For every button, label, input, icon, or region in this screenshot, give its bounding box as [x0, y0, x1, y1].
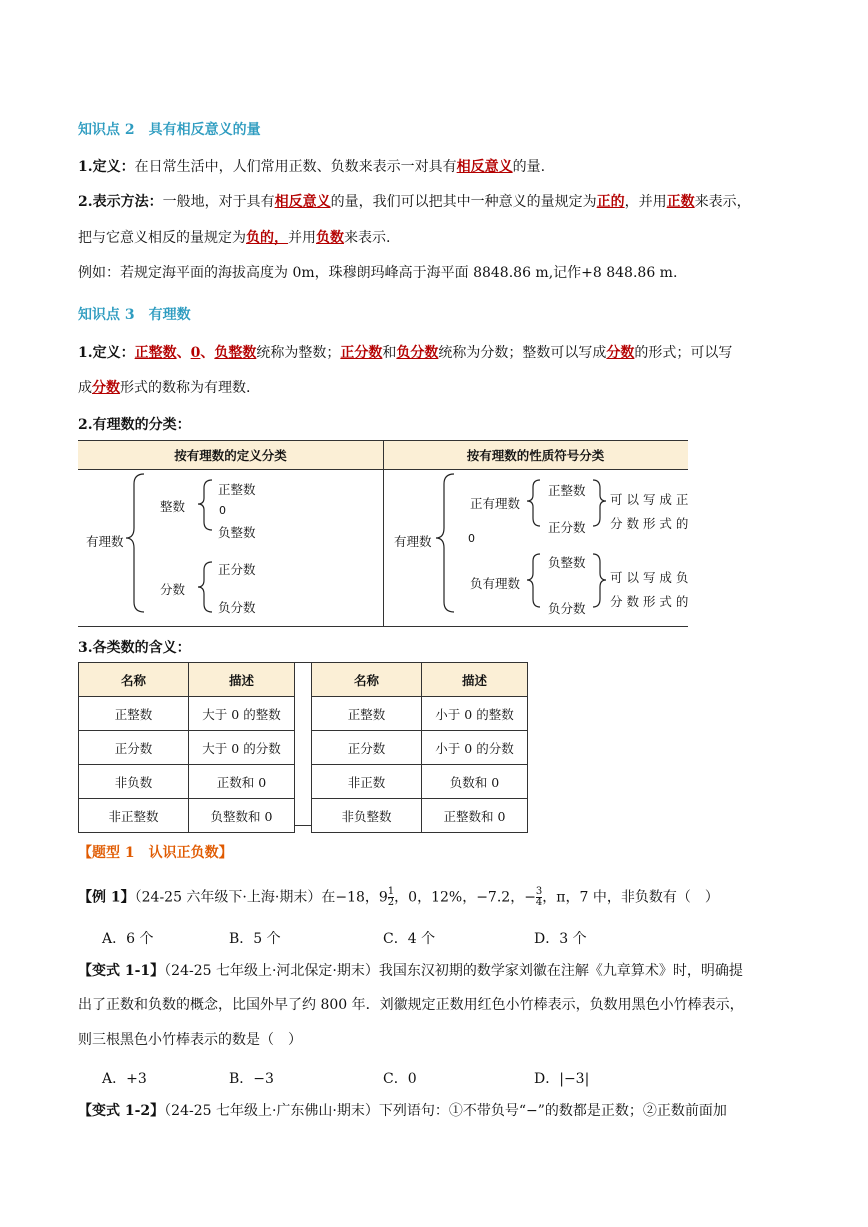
kp2-method-line2: 把与它意义相反的量规定为负的，并用负数来表示.	[78, 230, 391, 246]
kp3-definition-line2: 成分数形式的数称为有理数.	[78, 380, 251, 396]
left-fraction-label: 分数	[160, 582, 186, 597]
example1-question: 【例 1】（24-25 六年级下·上海·期末）在−18，9 $\frac{1}{2}$ ，0，12%，−7.2，− $\frac{3}{4}$ ，π，7 中，非负数有（ ）	[78, 886, 719, 908]
cell: 小于 0 的分数	[422, 731, 528, 765]
cell: 正整数	[79, 697, 189, 731]
variant11-line2: 出了正数和负数的概念，比国外早了约 800 年．刘徽规定正数用红色小竹棒表示，负数用黑色小竹棒表示，	[78, 997, 744, 1013]
meaning-table-left	[78, 662, 295, 833]
cell: 正分数	[79, 731, 189, 765]
cell: 负整数和 0	[189, 799, 295, 833]
right-classification-header: 按有理数的性质符号分类	[466, 448, 605, 463]
right-note-pos-1: 可 以 写 成 正	[610, 492, 689, 507]
type1-title: 【题型 1 认识正负数】	[78, 845, 233, 861]
right-zero: 0	[468, 532, 475, 545]
right-pos-int: 正整数	[548, 483, 586, 498]
variant11-option-d[interactable]: D．|−3|	[534, 1071, 590, 1087]
cell: 大于 0 的整数	[189, 697, 295, 731]
header-desc: 描述	[422, 663, 528, 697]
table-row	[312, 697, 528, 731]
table-row	[312, 731, 528, 765]
table-gap	[295, 662, 311, 826]
kp2-method-line1: 2.表示方法：一般地，对于具有相反意义的量，我们可以把其中一种意义的量规定为正的，并用正数来表示，	[78, 194, 751, 210]
classification-table	[78, 440, 688, 627]
right-pos-frac: 正分数	[548, 520, 586, 535]
table-row	[312, 765, 528, 799]
brace-right-positive-note	[593, 480, 606, 526]
table-row	[79, 799, 295, 833]
kp3-title: 知识点 3 有理数	[78, 307, 191, 323]
left-pos-frac: 正分数	[218, 562, 256, 577]
left-classification-header: 按有理数的定义分类	[174, 448, 287, 463]
table-row	[79, 731, 295, 765]
header-name: 名称	[312, 663, 422, 697]
cell: 正整数	[312, 697, 422, 731]
brace-right-negative-note	[593, 554, 606, 607]
right-neg-rational: 负有理数	[470, 576, 521, 591]
right-note-neg-1: 可 以 写 成 负	[610, 570, 689, 585]
brace-right-positive	[527, 480, 540, 526]
meaning-table-right	[311, 662, 528, 833]
cell: 大于 0 的分数	[189, 731, 295, 765]
kp2-example: 例如：若规定海平面的海拔高度为 0m，珠穆朗玛峰高于海平面 8848.86 m,记作+8 848.86 m.	[78, 265, 678, 281]
variant11-line3: 则三根黑色小竹棒表示的数是（ ）	[78, 1032, 302, 1048]
variant11-line1: 【变式 1-1】（24-25 七年级上·河北保定·期末）我国东汉初期的数学家刘徽在注解《九章算术》时，明确提	[78, 963, 743, 979]
table-row	[79, 697, 295, 731]
cell: 非负整数	[312, 799, 422, 833]
brace-right-root	[436, 474, 454, 612]
right-neg-int: 负整数	[548, 555, 586, 570]
right-root-label: 有理数	[394, 534, 432, 549]
cell: 非正整数	[79, 799, 189, 833]
variant12-line1: 【变式 1-2】（24-25 七年级上·广东佛山·期末）下列语句：①不带负号“−”的数都是正数；②正数前面加	[78, 1103, 727, 1119]
left-root-label: 有理数	[86, 534, 124, 549]
left-neg-frac: 负分数	[218, 600, 256, 615]
variant11-option-b[interactable]: B．−3	[229, 1071, 274, 1087]
fraction-3-4: $\frac{3}{4}$	[535, 886, 543, 908]
example1-option-c[interactable]: C．4 个	[383, 931, 436, 947]
fraction-1-2: $\frac{1}{2}$	[387, 886, 395, 908]
cell: 小于 0 的整数	[422, 697, 528, 731]
classification-heading: 2.有理数的分类：	[78, 417, 191, 433]
cell: 负数和 0	[422, 765, 528, 799]
brace-left-root	[126, 474, 144, 612]
cell: 正整数和 0	[422, 799, 528, 833]
left-neg-int: 负整数	[218, 525, 256, 540]
meaning-heading: 3.各类数的含义：	[78, 640, 191, 656]
cell: 非正数	[312, 765, 422, 799]
cell: 非负数	[79, 765, 189, 799]
table-row	[312, 663, 528, 697]
cell: 正分数	[312, 731, 422, 765]
left-zero: 0	[219, 504, 226, 517]
brace-left-fraction	[198, 562, 212, 612]
table-row	[312, 799, 528, 833]
right-pos-rational: 正有理数	[470, 496, 521, 511]
table-row	[79, 765, 295, 799]
example1-option-a[interactable]: A．6 个	[102, 931, 154, 947]
brace-left-integer	[198, 480, 212, 530]
header-name: 名称	[79, 663, 189, 697]
brace-lines	[78, 440, 688, 627]
brace-right-negative	[527, 554, 540, 607]
right-neg-frac: 负分数	[548, 601, 586, 616]
example1-option-b[interactable]: B．5 个	[229, 931, 281, 947]
kp2-definition: 1.定义：在日常生活中，人们常用正数、负数来表示一对具有相反意义的量.	[78, 159, 546, 175]
example1-option-d[interactable]: D．3 个	[534, 931, 587, 947]
variant11-option-c[interactable]: C．0	[383, 1071, 417, 1087]
left-pos-int: 正整数	[218, 482, 256, 497]
cell: 正数和 0	[189, 765, 295, 799]
right-note-neg-2: 分 数 形 式 的	[610, 594, 689, 609]
right-note-pos-2: 分 数 形 式 的	[610, 516, 689, 531]
header-desc: 描述	[189, 663, 295, 697]
kp3-definition-line1: 1.定义：正整数、0、负整数统称为整数；正分数和负分数统称为分数；整数可以写成分数的形式；可以写	[78, 345, 733, 361]
kp2-title: 知识点 2 具有相反意义的量	[78, 122, 261, 138]
variant11-option-a[interactable]: A．+3	[102, 1071, 147, 1087]
left-integer-label: 整数	[160, 499, 186, 514]
table-row	[79, 663, 295, 697]
